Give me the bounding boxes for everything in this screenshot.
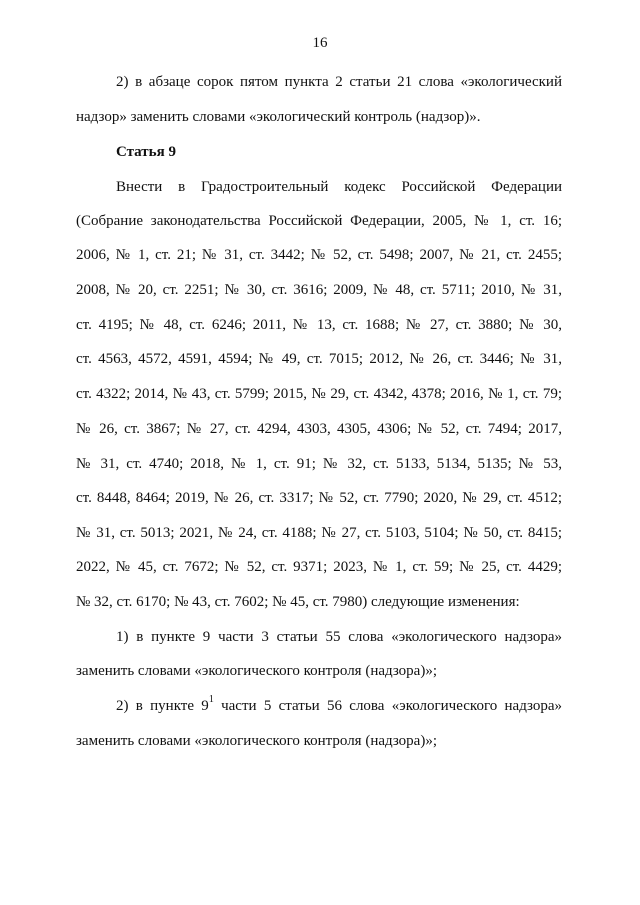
text-line: надзор» заменить словами «экологический контроль (надзор)». <box>76 109 481 125</box>
text-line: 2) в абзаце сорок пятом пункта 2 статьи 21 слова «экологический <box>116 74 562 90</box>
text-line: 2022, № 45, ст. 7672; № 52, ст. 9371; 2023, № 1, ст. 59; № 25, ст. 4429; <box>76 559 562 575</box>
text-line: (Собрание законодательства Российской Федерации, 2005, № 1, ст. 16; <box>76 213 562 229</box>
text-line: заменить словами «экологического контроля (надзора)»; <box>76 733 437 749</box>
text-line: ст. 8448, 8464; 2019, № 26, ст. 3317; № 52, ст. 7790; 2020, № 29, ст. 4512; <box>76 490 562 506</box>
text-line: № 32, ст. 6170; № 43, ст. 7602; № 45, ст. 7980) следующие изменения: <box>76 594 520 610</box>
text-line: заменить словами «экологического контроля (надзора)»; <box>76 663 437 679</box>
article-heading: Статья 9 <box>116 144 176 160</box>
text-line: № 31, ст. 4740; 2018, № 1, ст. 91; № 32, ст. 5133, 5134, 5135; № 53, <box>76 456 562 472</box>
text-line: 2008, № 20, ст. 2251; № 30, ст. 3616; 2009, № 48, ст. 5711; 2010, № 31, <box>76 282 562 298</box>
text-line: № 31, ст. 5013; 2021, № 24, ст. 4188; № 27, ст. 5103, 5104; № 50, ст. 8415; <box>76 525 562 541</box>
text-line: Внести в Градостроительный кодекс Российской Федерации <box>116 179 562 195</box>
item2-before: 2) в пункте 9 <box>116 698 209 714</box>
text-line: ст. 4322; 2014, № 43, ст. 5799; 2015, № 29, ст. 4342, 4378; 2016, № 1, ст. 79; <box>76 386 562 402</box>
text-line: 1) в пункте 9 части 3 статьи 55 слова «экологического надзора» <box>116 629 562 645</box>
text-line: ст. 4563, 4572, 4591, 4594; № 49, ст. 7015; 2012, № 26, ст. 3446; № 31, <box>76 351 562 367</box>
page-number: 16 <box>312 35 328 51</box>
superscript: 1 <box>208 694 214 705</box>
item2-after: части 5 статьи 56 слова «экологического надзора» <box>213 698 563 714</box>
text-line: 2006, № 1, ст. 21; № 31, ст. 3442; № 52, ст. 5498; 2007, № 21, ст. 2455; <box>76 247 562 263</box>
text-line-item2 <box>116 694 563 715</box>
text-line: ст. 4195; № 48, ст. 6246; 2011, № 13, ст. 1688; № 27, ст. 3880; № 30, <box>76 317 562 333</box>
text-line: № 26, ст. 3867; № 27, ст. 4294, 4303, 4305, 4306; № 52, ст. 7494; 2017, <box>76 421 562 437</box>
